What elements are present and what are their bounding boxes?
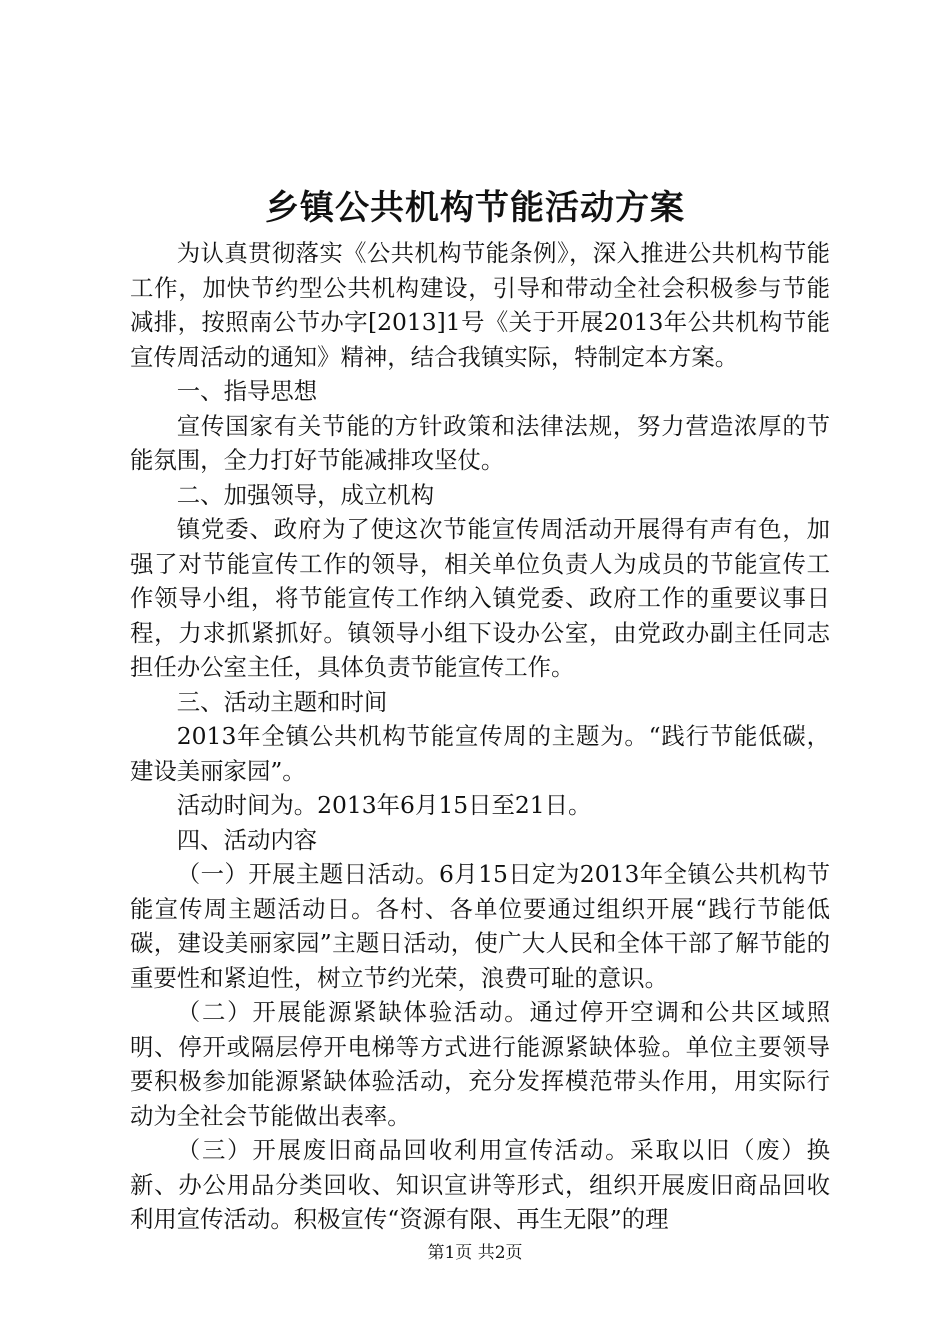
document-title: 乡镇公共机构节能活动方案 [265, 188, 685, 228]
section-heading-2: 二、加强领导，成立机构 [176, 480, 435, 509]
section-heading-3: 三、活动主题和时间 [176, 687, 388, 716]
paragraph: （一）开展主题日活动。6月15日定为2013年全镇公共机构节能宣传周主题活动日。各村、各单位要通过组织开展“践行节能低碳，建设美丽家园”主题日活动，使广大人民和全体干部了解节能的重要性和紧迫性，树立节约光荣，浪费可耻的意识。 [130, 860, 830, 992]
paragraph: （三）开展废旧商品回收利用宣传活动。采取以旧（废）换新、办公用品分类回收、知识宣讲等形式，组织开展废旧商品回收利用宣传活动。积极宣传“资源有限、再生无限”的理 [130, 1136, 830, 1233]
section-heading-1: 一、指导思想 [176, 377, 318, 405]
paragraph: 镇党委、政府为了使这次节能宣传周活动开展得有声有色，加强了对节能宣传工作的领导，相关单位负责人为成员的节能宣传工作领导小组，将节能宣传工作纳入镇党委、政府工作的重要议事日程，力求抓紧抓好。镇领导小组下设办公室，由党政办副主任同志担任办公室主任，具体负责节能宣传工作。 [130, 515, 830, 681]
page-footer: 第1页 共2页 [427, 1243, 523, 1263]
paragraph: 2013年全镇公共机构节能宣传周的主题为。“践行节能低碳，建设美丽家园”。 [130, 722, 830, 785]
paragraph: 宣传国家有关节能的方针政策和法律法规，努力营造浓厚的节能氛围，全力打好节能减排攻坚仗。 [130, 411, 830, 474]
document-body [130, 236, 830, 1237]
paragraph: （二）开展能源紧缺体验活动。通过停开空调和公共区域照明、停开或隔层停开电梯等方式进行能源紧缺体验。单位主要领导要积极参加能源紧缺体验活动，充分发挥模范带头作用，用实际行动为全社会节能做出表率。 [130, 998, 830, 1130]
paragraph: 活动时间为。2013年6月15日至21日。 [176, 791, 592, 819]
paragraph-intro: 为认真贯彻落实《公共机构节能条例》，深入推进公共机构节能工作，加快节约型公共机构建设，引导和带动全社会积极参与节能减排，按照南公节办字[2013]1号《关于开展2013年公共机构节能宣传周活动的通知》精神，结合我镇实际，特制定本方案。 [130, 239, 830, 371]
section-heading-4: 四、活动内容 [176, 825, 318, 854]
